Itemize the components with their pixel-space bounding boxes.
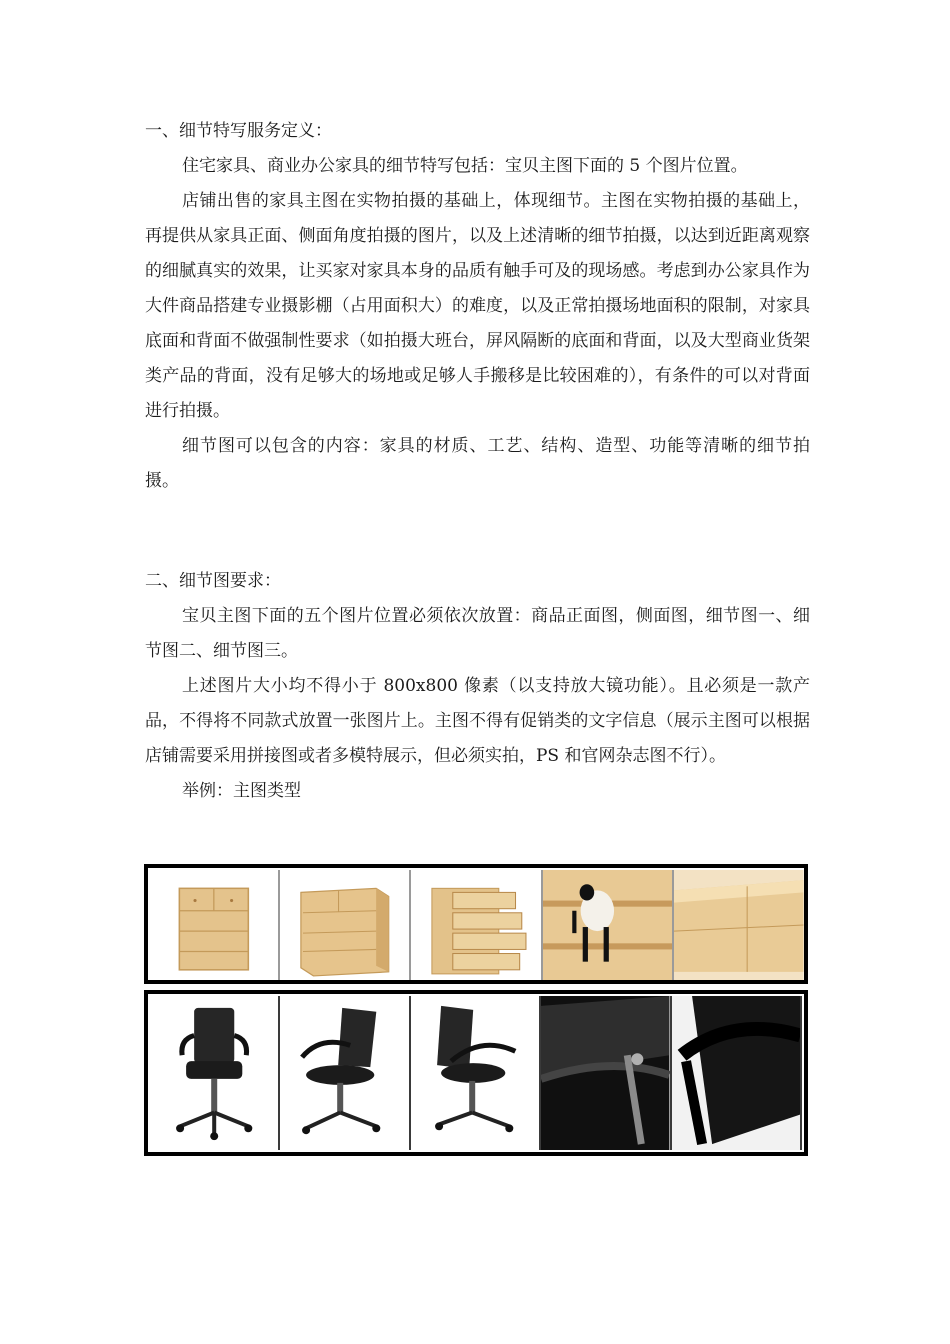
paragraph: 店铺出售的家具主图在实物拍摄的基础上，体现细节。主图在实物拍摄的基础上，再提供从家具正面、侧面角度拍摄的图片，以及上述清晰的细节拍摄，以达到近距离观察的细腻真实的效果，让买家对家具本身的品质有触手可及的现场感。考虑到办公家具作为大件商品搭建专业摄影棚（占用面积大）的难度，以及正常拍摄场地面积的限制，对家具底面和背面不做强制性要求（如拍摄大班台，屏风隔断的底面和背面，以及大型商业货架类产品的背面，没有足够大的场地或足够人手搬移是比较困难的），有条件的可以对背面进行拍摄。 bbox=[145, 191, 810, 421]
armrest-closeup-photo bbox=[672, 996, 802, 1150]
wooden-chest-front-photo bbox=[148, 870, 280, 980]
drawer-with-toy-sheep-photo bbox=[543, 870, 675, 980]
section-two bbox=[145, 564, 810, 809]
office-chair-back-photo bbox=[411, 996, 541, 1150]
armrest-mesh-detail-photo bbox=[541, 996, 671, 1150]
section-one bbox=[145, 114, 810, 499]
paragraph: 宝贝主图下面的五个图片位置必须依次放置：商品正面图，侧面图，细节图一、细节图二、细节图三。 bbox=[145, 606, 810, 661]
drawer-joint-detail-photo bbox=[674, 870, 804, 980]
wooden-chest-side-photo bbox=[280, 870, 412, 980]
section-one-heading: 一、细节特写服务定义： bbox=[145, 121, 332, 141]
office-chair-front-photo bbox=[150, 996, 280, 1150]
paragraph: 上述图片大小均不得小于 800x800 像素（以支持放大镜功能）。且必须是一款产品，不得将不同款式放置一张图片上。主图不得有促销类的文字信息（展示主图可以根据店铺需要采用拼接图或者多模特展示，但必须实拍，PS 和官网杂志图不行）。 bbox=[145, 676, 810, 766]
office-chair-example-strip bbox=[144, 990, 808, 1156]
section-two-heading: 二、细节图要求： bbox=[145, 571, 281, 591]
paragraph: 住宅家具、商业办公家具的细节特写包括：宝贝主图下面的 5 个图片位置。 bbox=[182, 156, 748, 176]
office-chair-side-photo bbox=[280, 996, 410, 1150]
wooden-chest-open-drawers-photo bbox=[411, 870, 543, 980]
example-caption: 举例：主图类型 bbox=[182, 781, 301, 801]
wood-furniture-example-strip bbox=[144, 864, 808, 984]
paragraph: 细节图可以包含的内容：家具的材质、工艺、结构、造型、功能等清晰的细节拍摄。 bbox=[145, 436, 810, 491]
